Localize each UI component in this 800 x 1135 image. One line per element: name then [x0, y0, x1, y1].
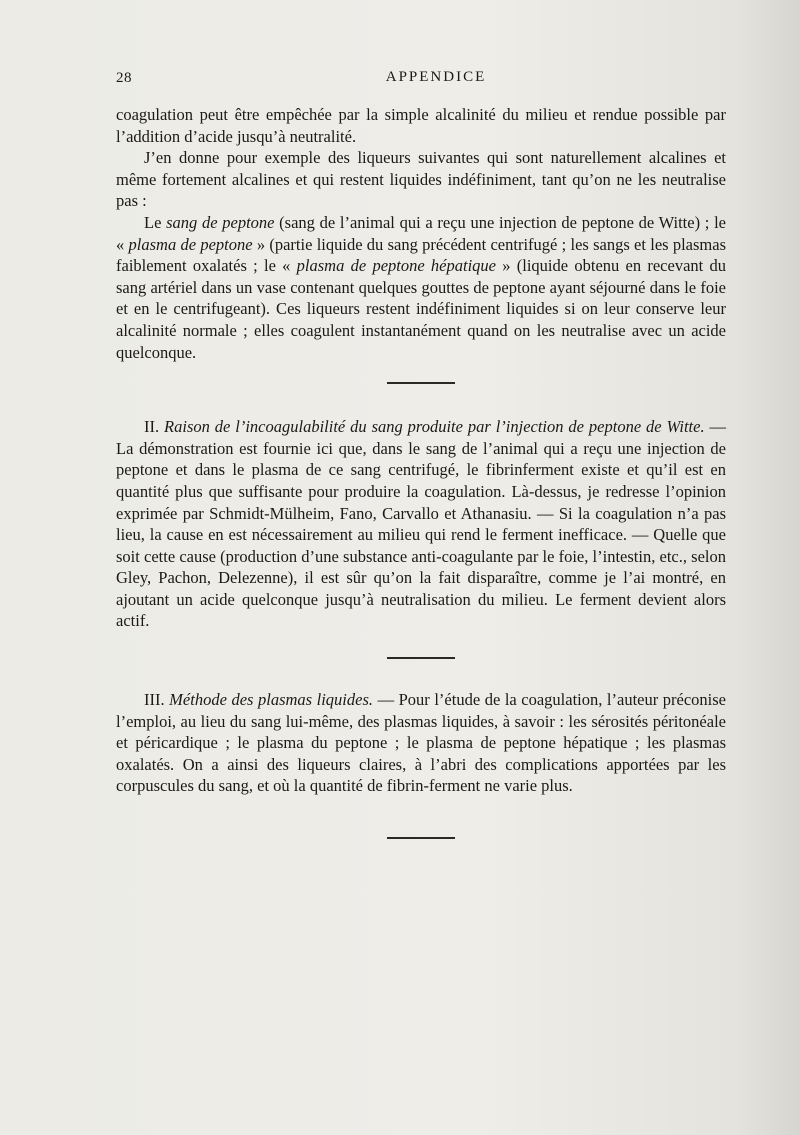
section-text: — La démonstration est fournie ici que, dans le sang de l’animal qui a reçu une injection de peptone et dans le plasma de ce sang centrifugé, le fibrinferment existe et qu’il est en quantité plus que suffisante pour produire la coagulation. Là-dessus, je redresse l’opinion exprimée par Schmidt-Mülheim, Fano, Carvallo et Athanasiu. — Si la coagulation n’a pas lieu, la cause en est nécessairement au milieu qui rend le ferment inefficace. — Quelle que soit cette cause (production d’une substance anti-coagulante par le foie, l’intestin, etc., selon Gley, Pachon, Delezenne), il est sûr qu’on la fait disparaître, comme je l’ai montré, en ajoutant un acide quelconque jusqu’à neutralisation du milieu. Le ferment devient alors actif.: [116, 417, 726, 631]
italic-term: sang de peptone: [166, 212, 275, 232]
section-title: Raison de l’incoagulabilité du sang produite par l’injection de peptone de Witte.: [164, 417, 705, 437]
text-run: » (partie liquide du sang précédent centrifugé ; les sangs et les plasmas faiblement oxalatés ; le «: [116, 234, 726, 276]
italic-term: plasma de peptone: [128, 234, 253, 254]
section-title: Méthode des plasmas liquides.: [169, 690, 374, 710]
running-head: APPENDICE: [385, 69, 487, 85]
text-run: (sang de l’animal qui a reçu une injection de peptone de Witte) ; le «: [116, 212, 726, 254]
section-text: — Pour l’étude de la coagulation, l’auteur préconise l’emploi, au lieu du sang lui-même, des plasmas liquides, à savoir : les sérosités péritonéale et péricardique ; le plasma du peptone ; le plasma de peptone hépatique ; les plasmas oxalatés. On a ainsi des liqueurs claires, à l’abri des complications apportées par les corpuscules du sang, et où la quantité de fibrin-ferment ne varie plus.: [116, 690, 727, 796]
text-run: » (liquide obtenu en recevant du sang artériel dans un vase contenant quelques gouttes de peptone ayant séjourné dans le foie et en le centrifugeant). Ces liqueurs restent indéfiniment liquides si on leur conserve leur alcalinité normale ; elles coagulent instantanément quand on les neutralise avec un acide quelconque.: [116, 256, 726, 362]
section-number: III.: [144, 690, 170, 710]
page-number: 28: [116, 70, 132, 86]
paragraph-liquor-list: [116, 212, 726, 363]
section-number: II.: [144, 417, 165, 437]
page-header: [116, 66, 726, 90]
section-divider: [387, 837, 455, 839]
section-ii-paragraph: [116, 416, 726, 632]
paragraph-continuation: coagulation peut être empêchée par la simple alcalinité du milieu et rendue possible par l’addition d’acide jusqu’à neutralité.: [116, 105, 726, 146]
text-run: Le: [144, 212, 167, 232]
page-body: [116, 104, 726, 839]
section-divider: [387, 382, 455, 384]
paragraph-examples-intro: J’en donne pour exemple des liqueurs suivantes qui sont naturellement alcalines et même fortement alcalines et qui restent liquides indéfiniment, tant qu’on ne les neutralise pas :: [116, 148, 726, 211]
section-iii-paragraph: [116, 689, 726, 797]
section-divider: [387, 657, 455, 659]
italic-term: plasma de peptone hépatique: [296, 256, 496, 276]
